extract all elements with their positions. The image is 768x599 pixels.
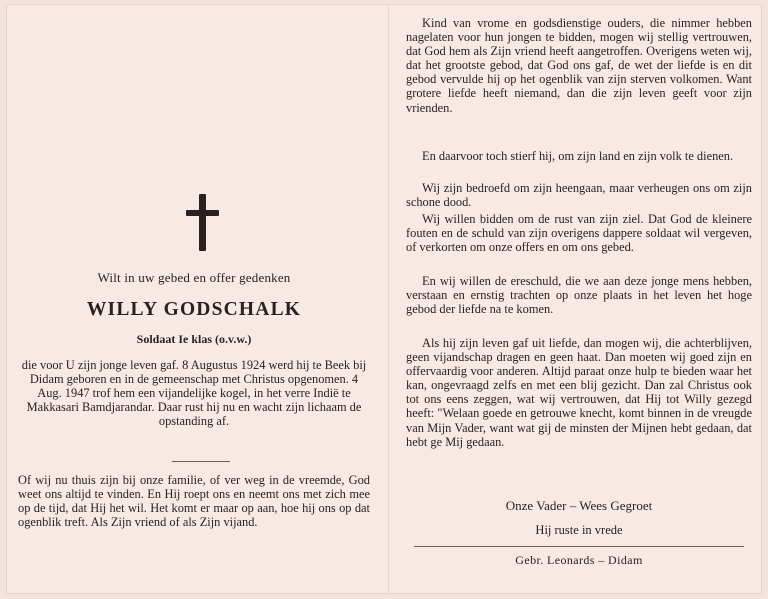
left-panel [14, 4, 374, 594]
cross-icon [184, 194, 224, 254]
card-fold [388, 4, 390, 594]
divider [172, 461, 230, 462]
printer-credit: Gebr. Leonards – Didam [515, 553, 643, 567]
paragraph-love: Als hij zijn leven gaf uit liefde, dan mogen wij, die achterblijven, geen vijandschap dragen en geen haat. Dan moeten wij goed zijn en offervaardig voor anderen. Altijd paraat onze hulp te bieden waar het kan, ongevraagd zelfs en met een blij gezicht. Dan zal Christus ook tot ons eens zeggen, wat wij vertrouwen, dat Hij tot Willy gezegd heeft: "Welaan goede en getrouwe knecht, komt binnen in de vreugde van Mijn Vader, want wat gij de minsten der Mijnen hebt gedaan, dat hebt ge Mij gedaan. [406, 336, 752, 449]
prayer-line: Onze Vader – Wees Gegroet [505, 498, 653, 513]
right-panel [406, 4, 758, 594]
military-rank: Soldaat Ie klas (o.v.w.) [136, 332, 252, 346]
biography-text: die voor U zijn jonge leven gaf. 8 Augustus 1924 werd hij te Beek bij Didam geboren en in de gemeenschap met Christus opgenomen. 4 Aug. 1947 trof hem een vijandelijke kogel, in het verre Indië te Makkasari Bamdjarandar. Daar rust hij nu en wacht zijn lichaam de opstanding af. [21, 358, 367, 429]
paragraph-parents: Kind van vrome en godsdienstige ouders, die nimmer hebben nagelaten voor hun jongen te bidden, mogen wij stellig vertrouwen, dat God hem als Zijn vriend heeft aangetroffen. Overigens weten wij, dat het grootste gebod, dat God ons gaf, de wet der liefde is en dit gebod vervulde hij op het ogenblik van zijn sterven volkomen. Want grotere liefde heeft niemand, dan die zijn leven geeft voor zijn vrienden. [406, 16, 752, 115]
divider [414, 546, 744, 547]
paragraph-prayer: Wij willen bidden om de rust van zijn ziel. Dat God de kleinere fouten en de schuld van zijn overigens dappere soldaat wil vergeven, of verkorten om onze offers en om ons gebed. [406, 212, 752, 255]
faith-text: Of wij nu thuis zijn bij onze familie, of ver weg in de vreemde, God weet ons altijd te vinden. En Hij roept ons en neemt ons met zich mee op de tijd, dat Hij het wil. Het komt er maar op aan, hoe hij ons op dat ogenblik treft. Als Zijn vriend of als Zijn vijand. [18, 473, 370, 530]
invitation-text: Wilt in uw gebed en offer gedenken [97, 270, 291, 285]
deceased-name: WILLY GODSCHALK [86, 299, 302, 320]
paragraph-grief: Wij zijn bedroefd om zijn heengaan, maar verheugen ons om zijn schone dood. [406, 181, 752, 210]
rest-in-peace: Hij ruste in vrede [535, 523, 623, 537]
paragraph-debt: En wij willen de ereschuld, die we aan deze jonge mens hebben, verstaan en ernstig trachten op onze plaats in het leven het hoge gebod der liefde na te komen. [406, 274, 752, 317]
paragraph-country: En daarvoor toch stierf hij, om zijn land en zijn volk te dienen. [422, 149, 734, 163]
